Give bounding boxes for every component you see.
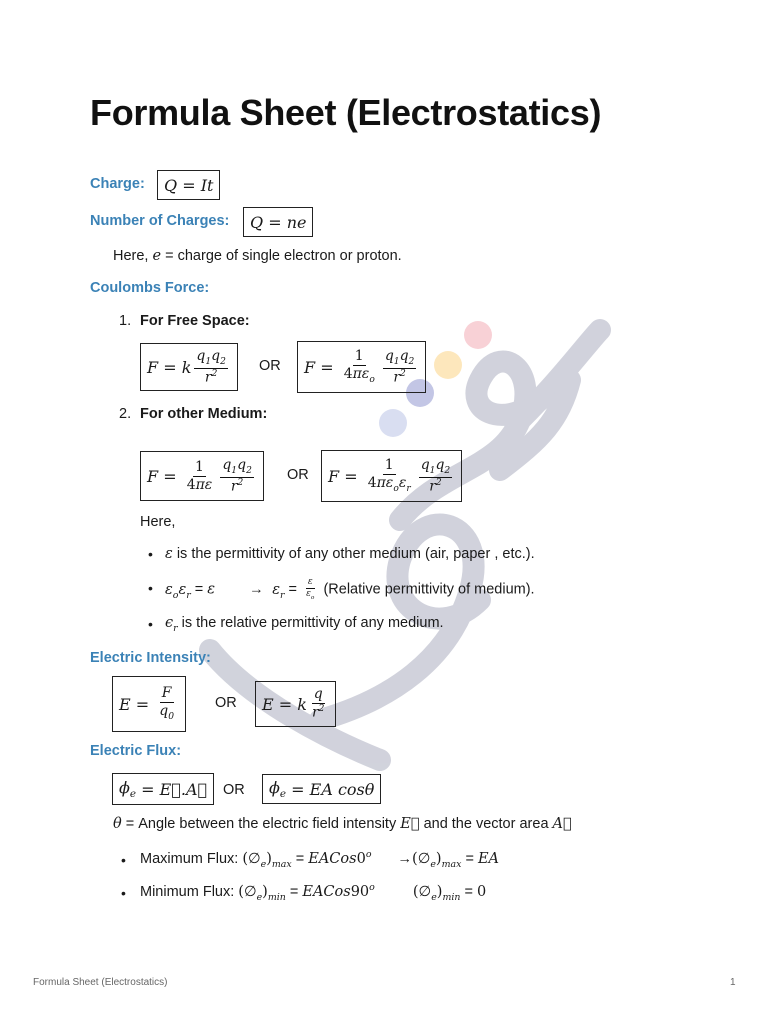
page-title: Formula Sheet (Electrostatics) — [90, 92, 602, 133]
bullet-relative-permittivity: $\varepsilon_o\varepsilon_r = \varepsilon \to \varepsilon_r$ = $\frac{\varepsilon}{\varepsilon_o}$ (Relative permittivity of medium). — [165, 577, 535, 602]
or-label: OR — [215, 695, 237, 711]
or-label: OR — [287, 467, 309, 483]
arrow-icon: → — [397, 850, 413, 867]
bullet-dot: • — [148, 546, 153, 562]
or-label: OR — [223, 782, 245, 798]
bullet-dot: • — [121, 852, 126, 868]
intensity-formula-2: E = k $\frac{q}{r^2}$ — [255, 681, 336, 727]
footer-title: Formula Sheet (Electrostatics) — [33, 977, 168, 988]
coulomb-medium-formula-1: F = $\frac{1}{4\pi\varepsilon}$ $\frac{q_1q_2}{r^2}$ — [140, 451, 264, 501]
bullet-er: $\epsilon_r$ is the relative permittivity of any medium. — [165, 615, 444, 634]
coulombs-item-1-number: 1. — [119, 313, 132, 329]
here-e-prefix: Here, — [113, 248, 149, 264]
number-of-charges-heading: Number of Charges: — [90, 213, 230, 229]
coulombs-item-1-label: For Free Space: — [140, 313, 250, 329]
coulomb-free-space-formula-2: F = $\frac{1}{4\pi\varepsilon_o}$ $\frac{q_1q_2}{r^2}$ — [297, 341, 426, 393]
coulomb-free-space-formula-1: F = k $\frac{q_1q_2}{r^2}$ — [140, 343, 238, 391]
coulombs-item-2-label: For other Medium: — [140, 406, 268, 422]
here-label: Here, — [140, 514, 176, 530]
number-of-charges-formula: Q = ne — [250, 212, 307, 232]
coulombs-item-2-number: 2. — [119, 406, 132, 422]
flux-formula-1: $\phi_e$ = E⃗.A⃗ — [112, 773, 214, 805]
here-e-text: = charge of single electron or proton. — [165, 248, 402, 264]
bullet-dot: • — [148, 580, 153, 596]
bullet-permittivity: ε is the permittivity of any other medium (air, paper , etc.). — [165, 546, 535, 562]
here-e-var: e — [152, 248, 162, 264]
flux-formula-2: $\phi_e$ = EA cosθ — [262, 774, 381, 804]
intensity-formula-1: E = $\frac{F}{q_0}$ — [112, 676, 186, 732]
electric-intensity-heading: Electric Intensity: — [90, 650, 211, 666]
min-flux-line: Minimum Flux: $(\emptyset_e)_{min}$ = $EACos90^o$ $(\emptyset_e)_{min} = 0$ — [140, 882, 487, 903]
or-label: OR — [259, 358, 281, 374]
number-of-charges-formula-box — [243, 207, 313, 237]
bullet-dot: • — [148, 616, 153, 632]
charge-heading: Charge: — [90, 176, 145, 192]
page-number: 1 — [730, 977, 736, 988]
electric-flux-heading: Electric Flux: — [90, 743, 182, 759]
theta-definition: θ = Angle between the electric field intensity E⃗ and the vector area A⃗ — [113, 816, 572, 832]
arrow-icon: → — [249, 581, 264, 598]
max-flux-line: Maximum Flux: $(\emptyset_e)_{max}$ = $EACos0^o$ $\to(\emptyset_e)_{max}$ = EA — [140, 849, 500, 870]
coulombs-heading: Coulombs Force: — [90, 280, 210, 296]
charge-formula-box — [157, 170, 220, 200]
here-e-line — [113, 248, 402, 264]
charge-formula: Q = It — [164, 175, 214, 195]
bullet-dot: • — [121, 885, 126, 901]
coulomb-medium-formula-2: F = $\frac{1}{4\pi\varepsilon_o\varepsilon_r}$ $\frac{q_1q_2}{r^2}$ — [321, 450, 462, 502]
